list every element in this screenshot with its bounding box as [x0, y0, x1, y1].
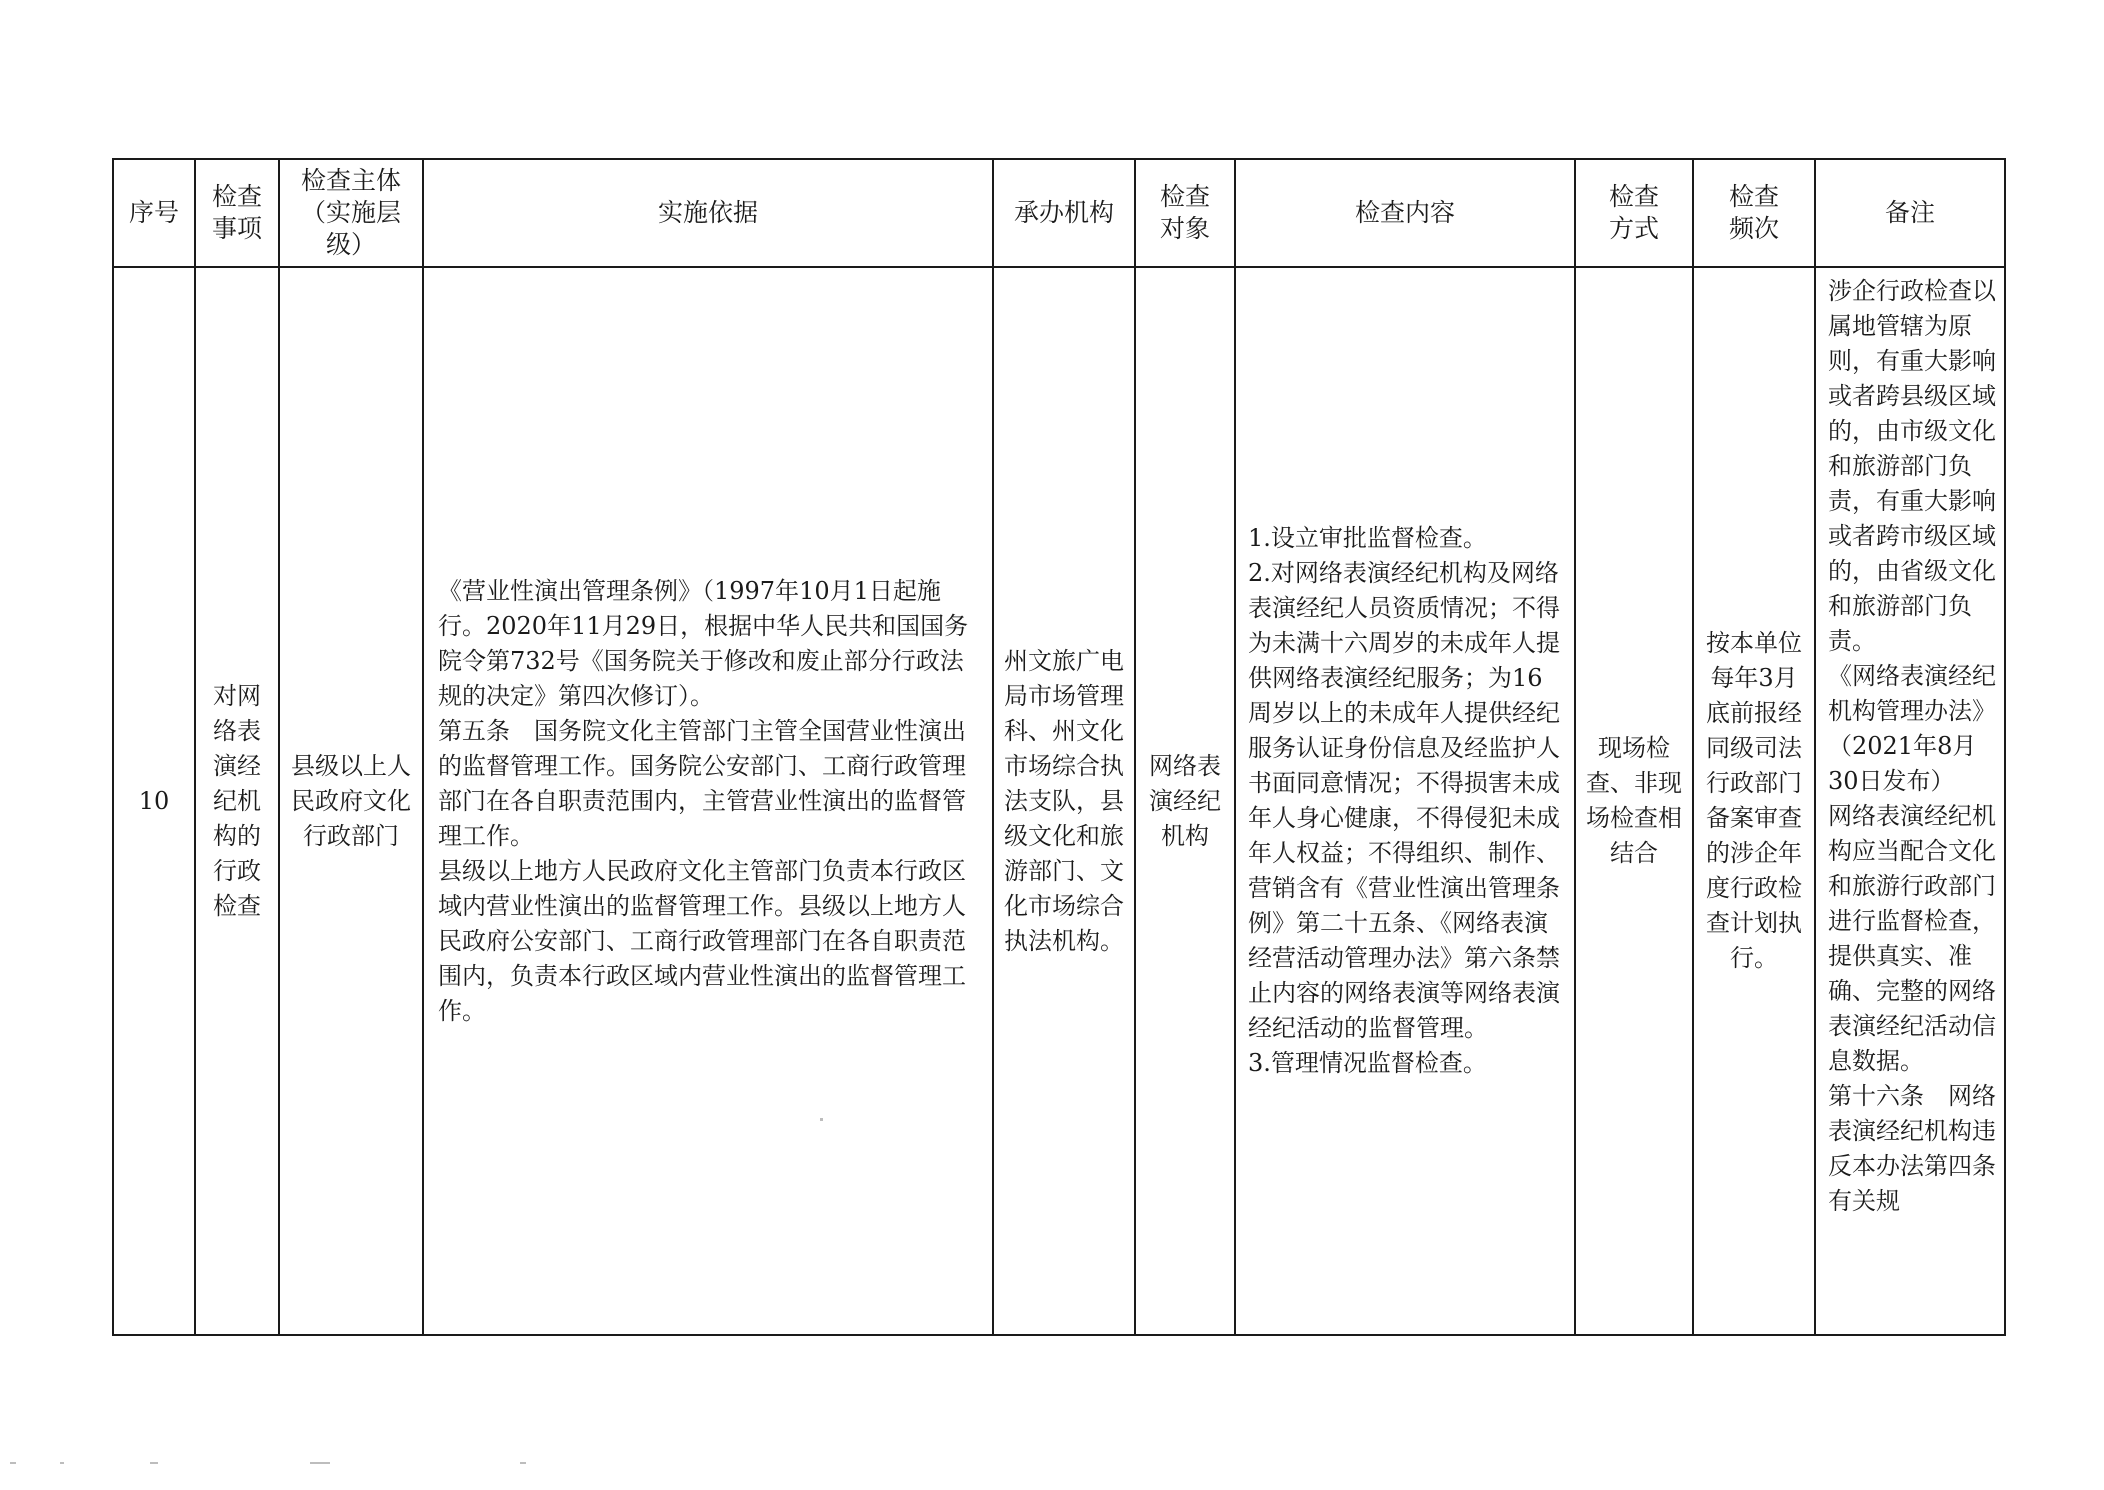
remarks-content	[1828, 274, 1996, 1324]
cell-remarks	[1815, 267, 2005, 1335]
scan-artifact	[150, 1462, 158, 1464]
header-seq: 序号	[113, 159, 195, 267]
content-item-3: 3.管理情况监督检查。	[1248, 1049, 1487, 1077]
header-basis: 实施依据	[423, 159, 993, 267]
remarks-paragraph-4: 第十六条 网络表演经纪机构违反本办法第四条有关规	[1828, 1082, 1996, 1215]
basis-paragraph-2: 第五条 国务院文化主管部门主管全国营业性演出的监督管理工作。国务院公安部门、工商行政管理部门在各自职责范围内，主管营业性演出的监督管理工作。	[438, 716, 966, 850]
header-object: 检查 对象	[1135, 159, 1235, 267]
remarks-paragraph-1: 涉企行政检查以属地管辖为原则，有重大影响或者跨县级区域的，由市级文化和旅游部门负责，有重大影响或者跨市级区域的，由省级文化和旅游部门负责。	[1828, 277, 1996, 655]
cell-organ: 州文旅广电局市场管理科、州文化市场综合执法支队，县级文化和旅游部门、文化市场综合执法机构。	[993, 267, 1135, 1335]
cell-content	[1235, 267, 1575, 1335]
table-body	[113, 267, 2005, 1335]
header-frequency: 检查 频次	[1693, 159, 1815, 267]
content-item-2: 2.对网络表演经纪机构及网络表演经纪人员资质情况；不得为未满十六周岁的未成年人提供网络表演经纪服务；为16周岁以上的未成年人提供经纪服务认证身份信息及经监护人书面同意情况；不得损害未成年人身心健康，不得侵犯未成年人权益；不得组织、制作、营销含有《营业性演出管理条例》第二十五条、《网络表演经营活动管理办法》第六条禁止内容的网络表演等网络表演经纪活动的监督管理。	[1248, 559, 1560, 1042]
content-item-1: 1.设立审批监督检查。	[1248, 524, 1487, 552]
scan-artifact	[60, 1462, 64, 1464]
cell-item: 对网络表演经纪机构的行政检查	[195, 267, 279, 1335]
table-header	[113, 159, 2005, 267]
cell-subject: 县级以上人民政府文化行政部门	[279, 267, 423, 1335]
header-remarks: 备注	[1815, 159, 2005, 267]
table-row	[113, 267, 2005, 1335]
scan-artifact	[520, 1462, 526, 1464]
scan-artifact	[310, 1462, 330, 1464]
header-row	[113, 159, 2005, 267]
remarks-paragraph-3: 网络表演经纪机构应当配合文化和旅游行政部门进行监督检查，提供真实、准确、完整的网络表演经纪活动信息数据。	[1828, 802, 1996, 1075]
header-organ: 承办机构	[993, 159, 1135, 267]
basis-paragraph-1: 《营业性演出管理条例》（1997年10月1日起施行。2020年11月29日，根据中华人民共和国国务院令第732号《国务院关于修改和废止部分行政法规的决定》第四次修订）。	[438, 576, 969, 710]
inspection-table	[112, 158, 2006, 1336]
scan-artifact	[820, 1118, 823, 1121]
scan-artifact	[10, 1462, 16, 1464]
remarks-paragraph-2: 《网络表演经纪机构管理办法》（2021年8月30日发布）	[1828, 662, 1996, 795]
cell-basis	[423, 267, 993, 1335]
cell-frequency: 按本单位每年3月底前报经同级司法行政部门备案审查的涉企年度行政检查计划执行。	[1693, 267, 1815, 1335]
header-content: 检查内容	[1235, 159, 1575, 267]
header-item: 检查 事项	[195, 159, 279, 267]
cell-object: 网络表演经纪机构	[1135, 267, 1235, 1335]
header-method: 检查 方式	[1575, 159, 1693, 267]
basis-paragraph-3: 县级以上地方人民政府文化主管部门负责本行政区域内营业性演出的监督管理工作。县级以上地方人民政府公安部门、工商行政管理部门在各自职责范围内，负责本行政区域内营业性演出的监督管理工作。	[438, 856, 966, 1025]
header-subject: 检查主体 （实施层 级）	[279, 159, 423, 267]
cell-method: 现场检查、非现场检查相结合	[1575, 267, 1693, 1335]
cell-seq: 10	[113, 267, 195, 1335]
